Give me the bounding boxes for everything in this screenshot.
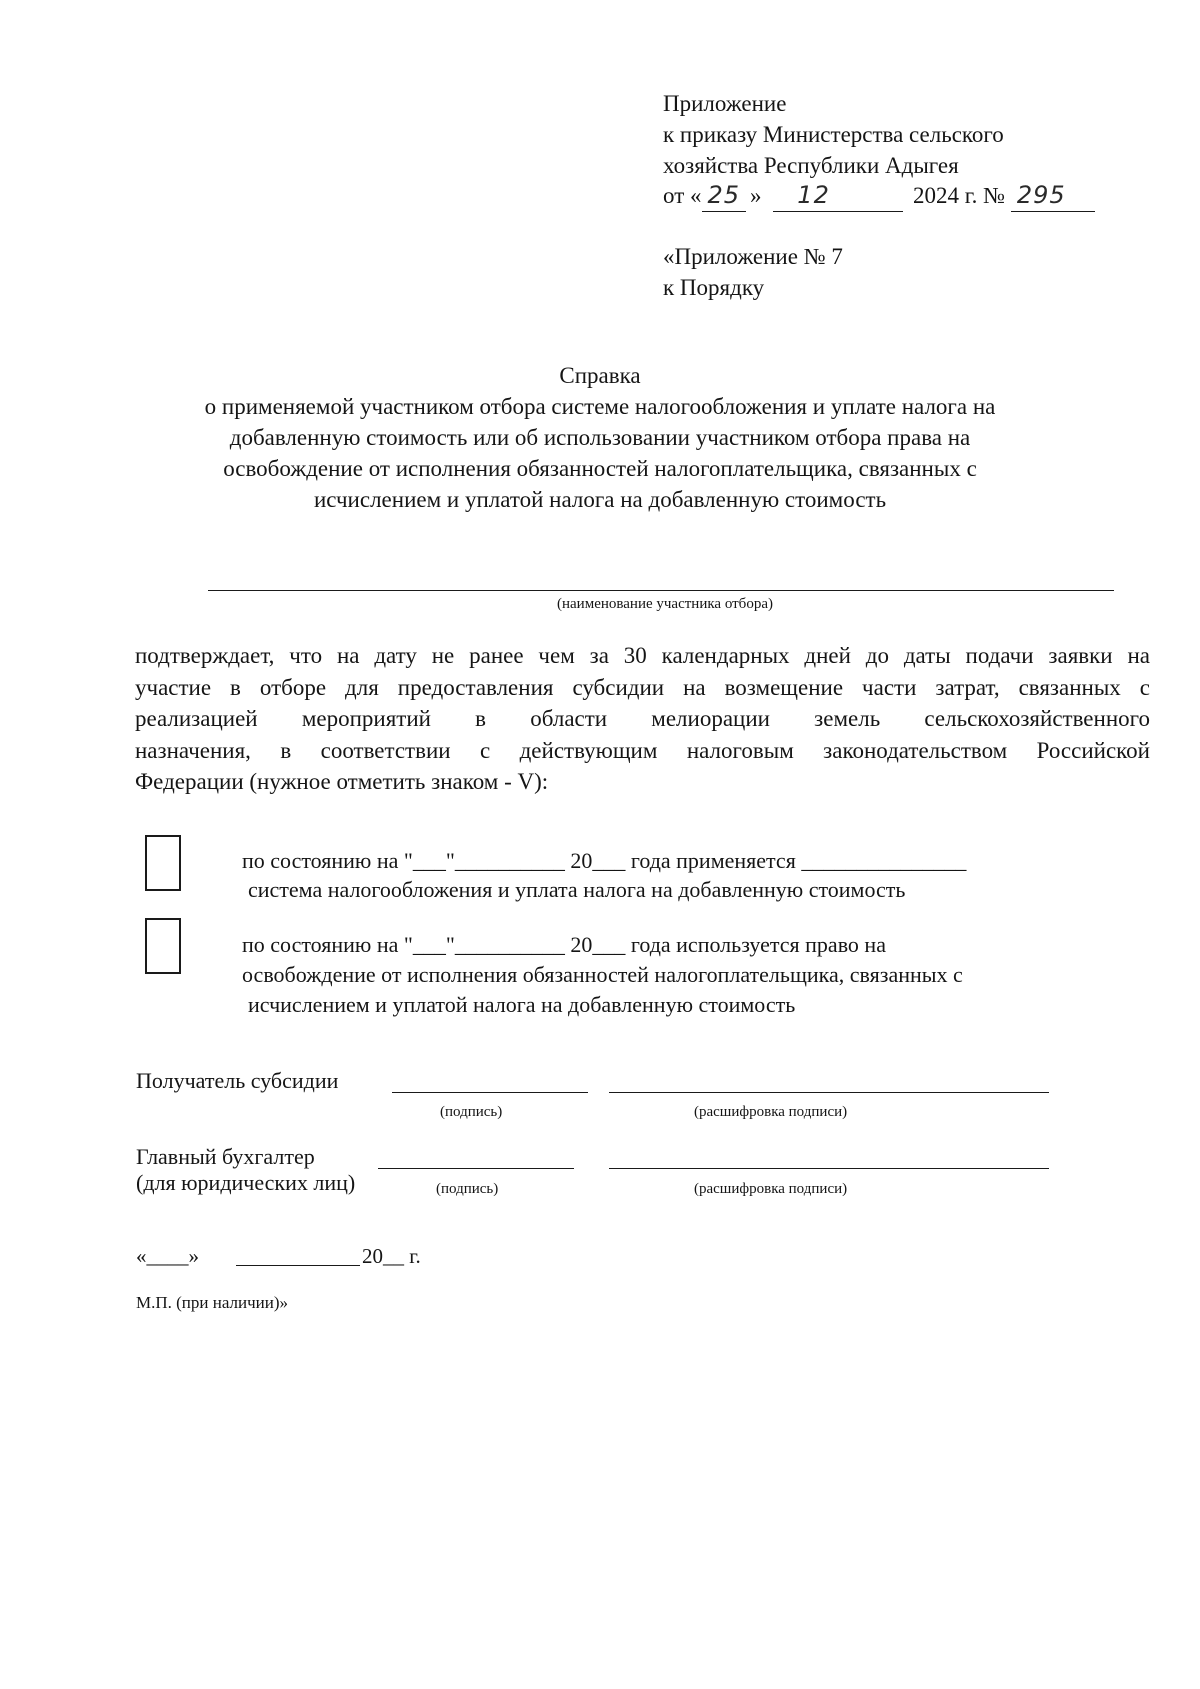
- header-line-order: к приказу Министерства сельского: [663, 122, 1004, 147]
- title-line: исчислением и уплатой налога на добавленную стоимость: [313, 487, 887, 512]
- recipient-signature-caption: (подпись): [440, 1104, 503, 1120]
- recipient-decode-caption: (расшифровка подписи): [694, 1104, 848, 1120]
- option2-line3: исчислением и уплатой налога на добавленную стоимость: [248, 992, 796, 1017]
- appendix-number: «Приложение № 7: [663, 244, 843, 269]
- accountant-decode-line[interactable]: [609, 1168, 1049, 1169]
- date-year-field[interactable]: 20__ г.: [362, 1244, 421, 1268]
- confirmation-paragraph: [135, 640, 1150, 798]
- appendix-procedure: к Порядку: [663, 275, 765, 300]
- accountant-label: Главный бухгалтер: [136, 1144, 315, 1169]
- handwritten-day: 25: [702, 180, 747, 212]
- option1-checkbox[interactable]: [145, 835, 181, 891]
- option1-line1: по состоянию на "___"__________ 20___ года применяется _______________: [242, 848, 967, 873]
- accountant-label-note: (для юридических лиц): [136, 1170, 356, 1195]
- paragraph-line: реализацией мероприятий в области мелиорации земель сельскохозяйственного: [135, 706, 1150, 731]
- date-year: 2024 г. №: [913, 183, 1006, 208]
- title-line: освобождение от исполнения обязанностей налогоплательщика, связанных с: [223, 456, 977, 481]
- option2-line2: освобождение от исполнения обязанностей налогоплательщика, связанных с: [242, 962, 963, 987]
- accountant-signature-caption: (подпись): [436, 1181, 499, 1197]
- recipient-signature-line[interactable]: [392, 1092, 588, 1093]
- handwritten-month: 12: [773, 180, 903, 212]
- handwritten-order-number: 295: [1011, 180, 1095, 212]
- recipient-decode-line[interactable]: [609, 1092, 1049, 1093]
- document-heading: Справка: [559, 363, 641, 388]
- recipient-label: Получатель субсидии: [136, 1068, 339, 1093]
- header-line-ministry: хозяйства Республики Адыгея: [663, 153, 959, 178]
- paragraph-line: подтверждает, что на дату не ранее чем за 30 календарных дней до даты подачи заявки на: [135, 643, 1150, 668]
- participant-name-line[interactable]: [208, 590, 1114, 591]
- paragraph-line: Федерации (нужное отметить знаком - V):: [135, 769, 549, 794]
- option1-line2: система налогообложения и уплата налога на добавленную стоимость: [248, 877, 906, 902]
- title-line: о применяемой участником отбора системе налогообложения и уплате налога на: [204, 394, 996, 419]
- header-line-appendix: Приложение: [663, 91, 787, 116]
- header-date-line: [663, 180, 1095, 212]
- date-quote-field[interactable]: «____»: [136, 1244, 199, 1268]
- document-title: [150, 391, 1050, 515]
- paragraph-line: участие в отборе для предоставления субсидии на возмещение части затрат, связанных с: [135, 674, 1150, 700]
- paragraph-line: назначения, в соответствии с действующим налоговым законодательством Российской: [135, 737, 1150, 763]
- date-mid: »: [750, 183, 762, 208]
- option2-checkbox[interactable]: [145, 918, 181, 974]
- participant-caption: (наименование участника отбора): [557, 596, 773, 612]
- stamp-note: М.П. (при наличии)»: [136, 1293, 289, 1312]
- option2-line1: по состоянию на "___"__________ 20___ года используется право на: [242, 932, 886, 957]
- title-line: добавленную стоимость или об использовании участником отбора права на: [229, 425, 971, 450]
- accountant-signature-line[interactable]: [378, 1168, 574, 1169]
- date-prefix: от «: [663, 183, 702, 208]
- accountant-decode-caption: (расшифровка подписи): [694, 1181, 848, 1197]
- date-month-line[interactable]: [236, 1265, 360, 1266]
